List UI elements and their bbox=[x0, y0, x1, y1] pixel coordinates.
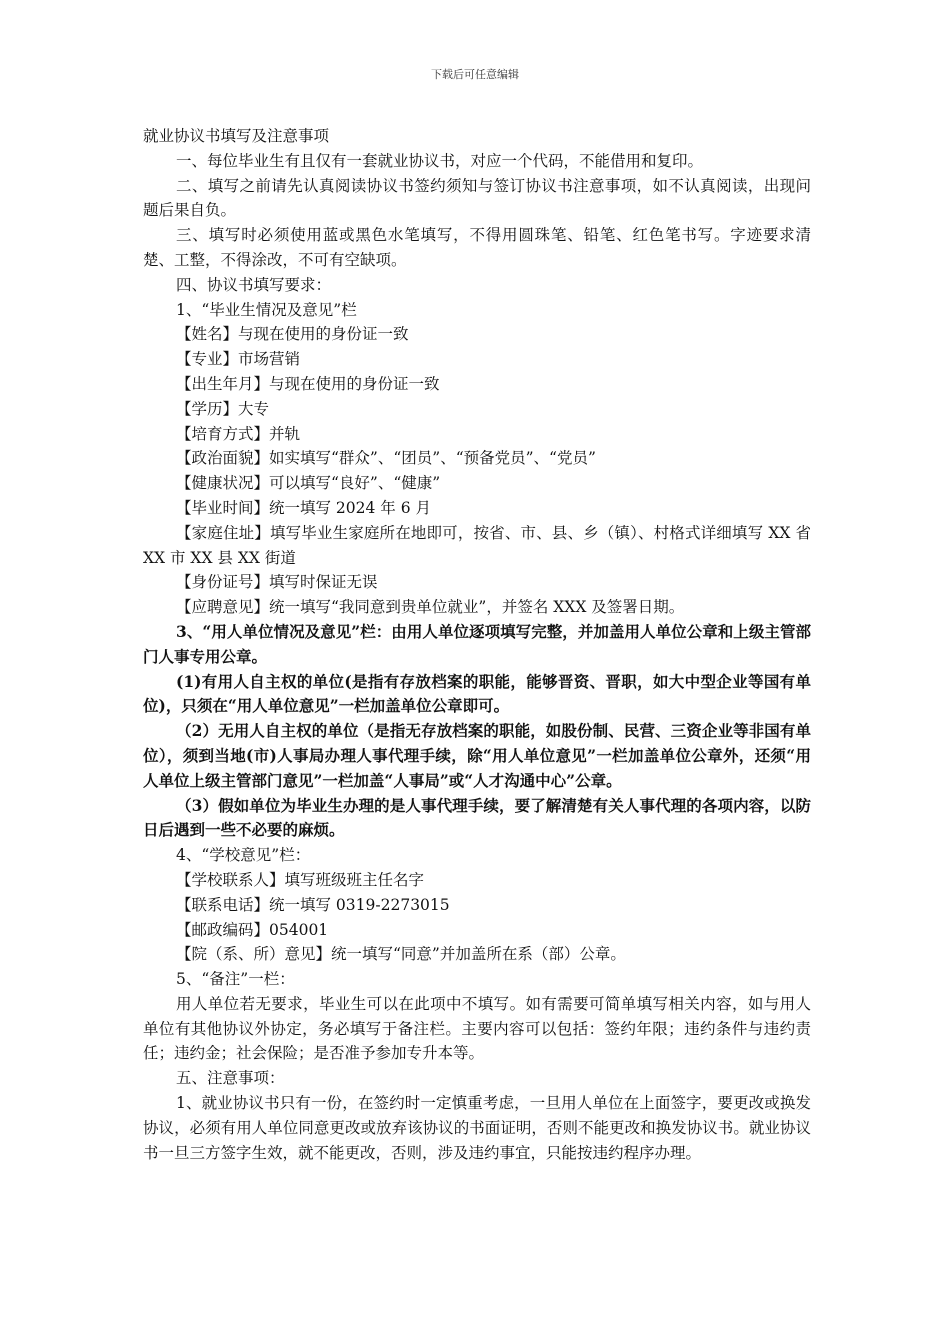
section-heading: 五、注意事项： bbox=[176, 1069, 285, 1088]
document-body bbox=[143, 124, 811, 1165]
subsection-heading: 1、“毕业生情况及意见”栏 bbox=[176, 300, 357, 319]
bold-paragraph: （3）假如单位为毕业生办理的是人事代理手续，要了解清楚有关人事代理的各项内容，以防日后遇到一些不必要的麻烦。 bbox=[143, 795, 811, 840]
paragraph: 一、每位毕业生有且仅有一套就业协议书，对应一个代码，不能借用和复印。 bbox=[176, 151, 704, 170]
field-item: 【学校联系人】填写班级班主任名字 bbox=[176, 870, 425, 889]
field-item: 【家庭住址】填写毕业生家庭所在地即可，按省、市、县、乡（镇）、村格式详细填写 XX 省 XX 市 XX 县 XX 街道 bbox=[143, 523, 811, 567]
field-item: 【专业】市场营销 bbox=[176, 350, 301, 369]
field-item: 【培育方式】并轨 bbox=[176, 424, 301, 443]
paragraph: 三、填写时必须使用蓝或黑色水笔填写，不得用圆珠笔、铅笔、红色笔书写。字迹要求清楚、工整，不得涂改，不可有空缺项。 bbox=[143, 226, 811, 269]
field-item: 【身份证号】填写时保证无误 bbox=[176, 573, 378, 592]
paragraph: 1、就业协议书只有一份，在签约时一定慎重考虑，一旦用人单位在上面签字，要更改或换发协议，必须有用人单位同意更改或放弃该协议的书面证明，否则不能更改和换发协议书。就业协议书一旦三方签字生效，就不能更改，否则，涉及违约事宜，只能按违约程序办理。 bbox=[143, 1094, 811, 1162]
field-item: 【姓名】与现在使用的身份证一致 bbox=[176, 325, 409, 344]
paragraph: 用人单位若无要求，毕业生可以在此项中不填写。如有需要可简单填写相关内容，如与用人单位有其他协议外协定，务必填写于备注栏。主要内容可以包括：签约年限；违约条件与违约责任；违约金；社会保险；是否准予参加专升本等。 bbox=[143, 994, 811, 1063]
field-item: 【学历】大专 bbox=[176, 399, 270, 418]
section-heading: 四、协议书填写要求： bbox=[176, 275, 332, 294]
field-item: 【应聘意见】统一填写“我同意到贵单位就业”，并签名 XXX 及签署日期。 bbox=[176, 598, 685, 617]
field-item: 【邮政编码】054001 bbox=[176, 920, 329, 939]
bold-paragraph: （2）无用人自主权的单位（是指无存放档案的职能，如股份制、民营、三资企业等非国有单位），须到当地(市)人事局办理人事代理手续，除“用人单位意见”一栏加盖单位公章外，还须“用人单位上级主管部门意见”一栏加盖“人事局”或“人才沟通中心”公章。 bbox=[143, 721, 811, 790]
field-item: 【健康状况】可以填写“良好”、“健康” bbox=[176, 474, 441, 493]
subsection-heading: 4、“学校意见”栏： bbox=[176, 846, 311, 865]
field-item: 【联系电话】统一填写 0319-2273015 bbox=[176, 895, 450, 914]
subsection-heading: 5、“备注”一栏： bbox=[176, 970, 295, 989]
field-item: 【院（系、所）意见】统一填写“同意”并加盖所在系（部）公章。 bbox=[176, 945, 626, 964]
paragraph: 二、填写之前请先认真阅读协议书签约须知与签订协议书注意事项，如不认真阅读，出现问题后果自负。 bbox=[143, 176, 811, 220]
document-title: 就业协议书填写及注意事项 bbox=[143, 127, 330, 145]
bold-paragraph: 3、“用人单位情况及意见”栏：由用人单位逐项填写完整，并加盖用人单位公章和上级主管部门人事专用公章。 bbox=[143, 621, 811, 666]
page-header: 下载后可任意编辑 bbox=[431, 68, 519, 81]
field-item: 【出生年月】与现在使用的身份证一致 bbox=[176, 374, 440, 393]
bold-paragraph: (1)有用人自主权的单位(是指有存放档案的职能，能够晋资、晋职，如大中型企业等国有单位)，只须在“用人单位意见”一栏加盖单位公章即可。 bbox=[143, 671, 811, 716]
field-item: 【政治面貌】如实填写“群众”、“团员”、“预备党员”、“党员” bbox=[176, 449, 596, 468]
field-item: 【毕业时间】统一填写 2024 年 6 月 bbox=[176, 498, 432, 517]
